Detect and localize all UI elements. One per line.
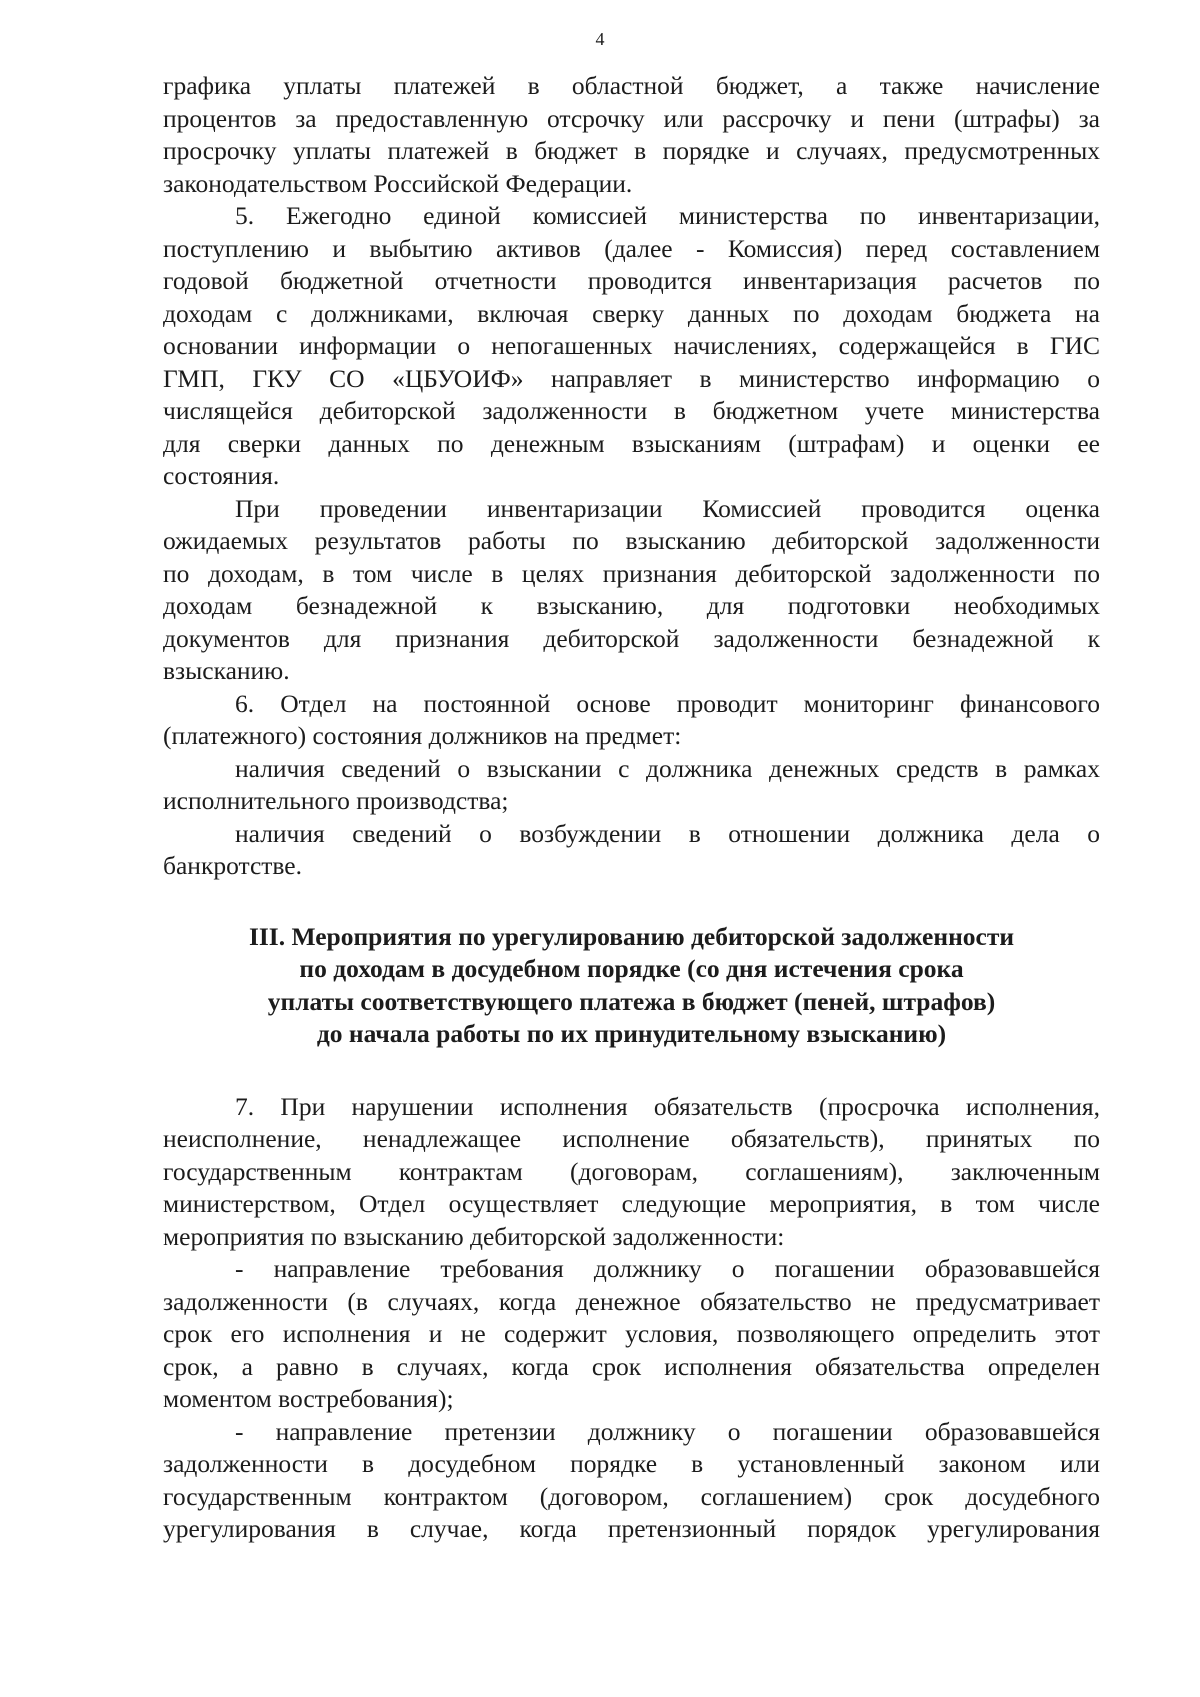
text-line: государственным контрактом (договором, соглашением) срок досудебного bbox=[163, 1481, 1100, 1511]
paragraph-claim-notice bbox=[163, 1416, 1100, 1546]
text-line: При проведении инвентаризации Комиссией проводится оценка bbox=[235, 493, 1100, 523]
paragraph-item-7 bbox=[163, 1091, 1100, 1254]
paragraph-continuation bbox=[163, 70, 1100, 200]
document-body bbox=[163, 70, 1100, 1546]
heading-line: III. Мероприятия по урегулированию дебиторской задолженности bbox=[248, 921, 1015, 951]
text-line: для сверки данных по денежным взысканиям (штрафам) и оценки ее bbox=[163, 428, 1100, 458]
text-line: урегулирования в случае, когда претензионный порядок урегулирования bbox=[163, 1514, 1100, 1543]
text-line: графика уплаты платежей в областной бюджет, а также начисление bbox=[163, 71, 1100, 100]
text-line: задолженности в досудебном порядке в установленный законом или bbox=[163, 1449, 1100, 1478]
text-line: срок его исполнения и не содержит условия, позволяющего определить этот bbox=[163, 1319, 1100, 1348]
text-line: мероприятия по взысканию дебиторской задолженности: bbox=[163, 1221, 785, 1251]
paragraph-item-6 bbox=[163, 688, 1100, 753]
text-line: государственным контрактам (договорам, соглашениям), заключенным bbox=[163, 1156, 1100, 1186]
heading-line: уплаты соответствующего платежа в бюджет (пеней, штрафов) bbox=[267, 986, 996, 1016]
text-line: процентов за предоставленную отсрочку или рассрочку и пени (штрафы) за bbox=[163, 103, 1100, 133]
page-number: 4 bbox=[595, 29, 605, 49]
text-line: моментом востребования); bbox=[163, 1384, 454, 1413]
text-line: 5. Ежегодно единой комиссией министерства по инвентаризации, bbox=[235, 201, 1100, 230]
text-line: срок, а равно в случаях, когда срок исполнения обязательства определен bbox=[163, 1351, 1100, 1381]
text-line: ГМП, ГКУ СО «ЦБУОИФ» направляет в министерство информацию о bbox=[163, 363, 1100, 393]
text-line: документов для признания дебиторской задолженности безнадежной к bbox=[163, 623, 1100, 653]
section-heading bbox=[163, 921, 1100, 1051]
paragraph-item-5 bbox=[163, 200, 1100, 493]
text-line: министерством, Отдел осуществляет следующие мероприятия, в том числе bbox=[163, 1189, 1100, 1218]
text-line: доходам с должниками, включая сверку данных по доходам бюджета на bbox=[163, 298, 1100, 328]
paragraph-demand-notice bbox=[163, 1253, 1100, 1416]
text-line: 6. Отдел на постоянной основе проводит мониторинг финансового bbox=[235, 688, 1100, 718]
text-line: просрочку уплаты платежей в бюджет в порядке и случаях, предусмотренных bbox=[163, 136, 1100, 165]
text-line: наличия сведений о взыскании с должника денежных средств в рамках bbox=[235, 753, 1100, 783]
heading-line: по доходам в досудебном порядке (со дня истечения срока bbox=[299, 954, 964, 983]
text-line: законодательством Российской Федерации. bbox=[163, 168, 633, 198]
text-line: числящейся дебиторской задолженности в бюджетном учете министерства bbox=[163, 396, 1100, 425]
text-line: поступлению и выбытию активов (далее - Комиссия) перед составлением bbox=[163, 233, 1100, 263]
text-line: банкротстве. bbox=[163, 851, 302, 880]
text-line: доходам безнадежной к взысканию, для подготовки необходимых bbox=[163, 591, 1100, 620]
text-line: исполнительного производства; bbox=[163, 786, 509, 815]
text-line: ожидаемых результатов работы по взысканию дебиторской задолженности bbox=[163, 526, 1100, 555]
text-line: задолженности (в случаях, когда денежное обязательство не предусматривает bbox=[163, 1286, 1100, 1316]
text-line: неисполнение, ненадлежащее исполнение обязательств), принятых по bbox=[163, 1124, 1100, 1153]
text-line: годовой бюджетной отчетности проводится инвентаризация расчетов по bbox=[163, 266, 1100, 295]
text-line: по доходам, в том числе в целях признания дебиторской задолженности по bbox=[163, 558, 1100, 588]
text-line: - направление требования должнику о погашении образовавшейся bbox=[235, 1254, 1100, 1283]
text-line: состояния. bbox=[163, 461, 280, 490]
text-line: (платежного) состояния должников на предмет: bbox=[163, 721, 682, 750]
paragraph-inventory-assessment bbox=[163, 493, 1100, 688]
heading-line: до начала работы по их принудительному взысканию) bbox=[316, 1019, 947, 1048]
text-line: взысканию. bbox=[163, 656, 290, 685]
text-line: основании информации о непогашенных начислениях, содержащейся в ГИС bbox=[163, 331, 1100, 360]
text-line: 7. При нарушении исполнения обязательств (просрочка исполнения, bbox=[235, 1091, 1100, 1121]
paragraph-bankruptcy-info bbox=[163, 818, 1100, 883]
paragraph-enforcement-info bbox=[163, 753, 1100, 818]
text-line: - направление претензии должнику о погашении образовавшейся bbox=[235, 1416, 1100, 1446]
text-line: наличия сведений о возбуждении в отношении должника дела о bbox=[235, 818, 1100, 848]
